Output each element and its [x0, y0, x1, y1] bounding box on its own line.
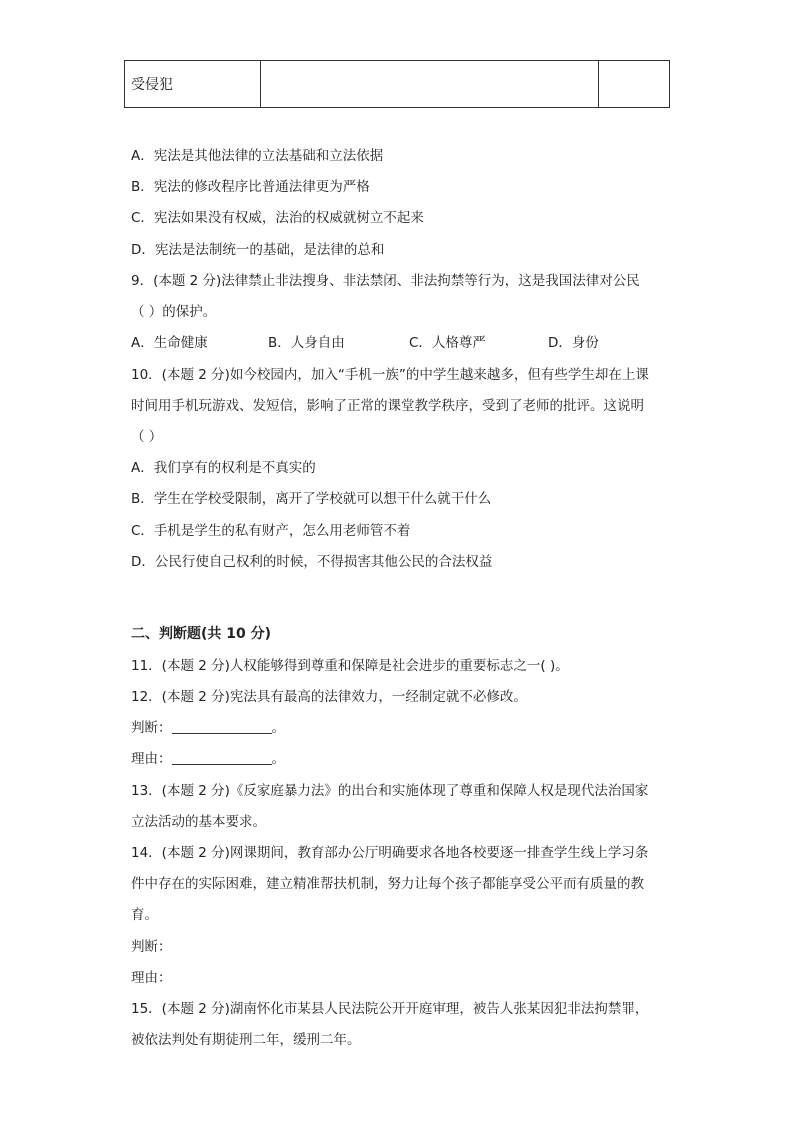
q12-reason-line — [131, 749, 285, 769]
q9-stem-line1: 9．(本题 2 分)法律禁止非法搜身、非法禁闭、非法拘禁等行为，这是我国法律对公民 — [131, 273, 640, 289]
table-cell-empty — [599, 61, 670, 108]
q8-option-c: C．宪法如果没有权威，法治的权威就树立不起来 — [131, 210, 424, 226]
table-row — [125, 61, 670, 108]
period: 。 — [271, 720, 285, 736]
q8-option-d: D．宪法是法制统一的基础，是法律的总和 — [131, 242, 385, 258]
answer-table — [124, 60, 670, 108]
q10-option-b: B．学生在学校受限制，离开了学校就可以想干什么就干什么 — [131, 491, 492, 507]
q10-stem-line1: 10．(本题 2 分)如今校园内，加入“手机一族”的中学生越来越多，但有些学生却在上课 — [131, 367, 649, 383]
q13-stem-line2: 立法活动的基本要求。 — [131, 814, 266, 830]
q10-option-a: A．我们享有的权利是不真实的 — [131, 460, 316, 476]
q8-option-a: A．宪法是其他法律的立法基础和立法依据 — [131, 148, 384, 164]
q9-option-c: C．人格尊严 — [409, 335, 486, 351]
q10-option-d: D．公民行使自己权利的时候，不得损害其他公民的合法权益 — [131, 554, 493, 570]
q12-stem: 12．(本题 2 分)宪法具有最高的法律效力，一经制定就不必修改。 — [131, 689, 527, 705]
q10-stem-line3: （ ） — [131, 429, 163, 445]
q8-option-b: B．宪法的修改程序比普通法律更为严格 — [131, 179, 370, 195]
q9-option-d: D．身份 — [548, 335, 599, 351]
q13-stem-line1: 13．(本题 2 分)《反家庭暴力法》的出台和实施体现了尊重和保障人权是现代法治国家 — [131, 783, 649, 799]
judge-label: 判断： — [131, 720, 172, 736]
q14-stem-line1: 14．(本题 2 分)网课期间，教育部办公厅明确要求各地各校要逐一排查学生线上学习条 — [131, 845, 649, 861]
table-cell-rights: 受侵犯 — [125, 61, 261, 108]
q14-stem-line3: 育。 — [131, 907, 158, 923]
q10-stem-line2: 时间用手机玩游戏、发短信，影响了正常的课堂教学秩序，受到了老师的批评。这说明 — [131, 398, 644, 414]
section-title: 二、判断题(共 10 分) — [131, 626, 272, 642]
judge-answer-blank[interactable] — [172, 719, 272, 734]
q10-option-c: C．手机是学生的私有财产，怎么用老师管不着 — [131, 523, 411, 539]
q14-stem-line2: 件中存在的实际困难，建立精准帮扶机制，努力让每个孩子都能享受公平而有质量的教 — [131, 876, 644, 892]
q14-reason-label: 理由： — [131, 970, 172, 986]
q15-stem-line1: 15．(本题 2 分)湖南怀化市某县人民法院公开开庭审理，被告人张某因犯非法拘禁罪， — [131, 1001, 649, 1017]
q15-stem-line2: 被依法判处有期徒刑二年，缓刑二年。 — [131, 1032, 361, 1048]
q14-judge-label: 判断： — [131, 939, 172, 955]
q9-option-b: B．人身自由 — [268, 335, 345, 351]
q9-option-a: A．生命健康 — [131, 335, 208, 351]
q12-judge-line — [131, 718, 285, 738]
period: 。 — [271, 751, 285, 767]
table-cell-empty — [261, 61, 599, 108]
q11-stem: 11．(本题 2 分)人权能够得到尊重和保障是社会进步的重要标志之一( )。 — [131, 658, 569, 674]
q9-stem-line2: （ ）的保护。 — [131, 304, 217, 320]
reason-label: 理由： — [131, 751, 172, 767]
reason-answer-blank[interactable] — [172, 750, 272, 765]
